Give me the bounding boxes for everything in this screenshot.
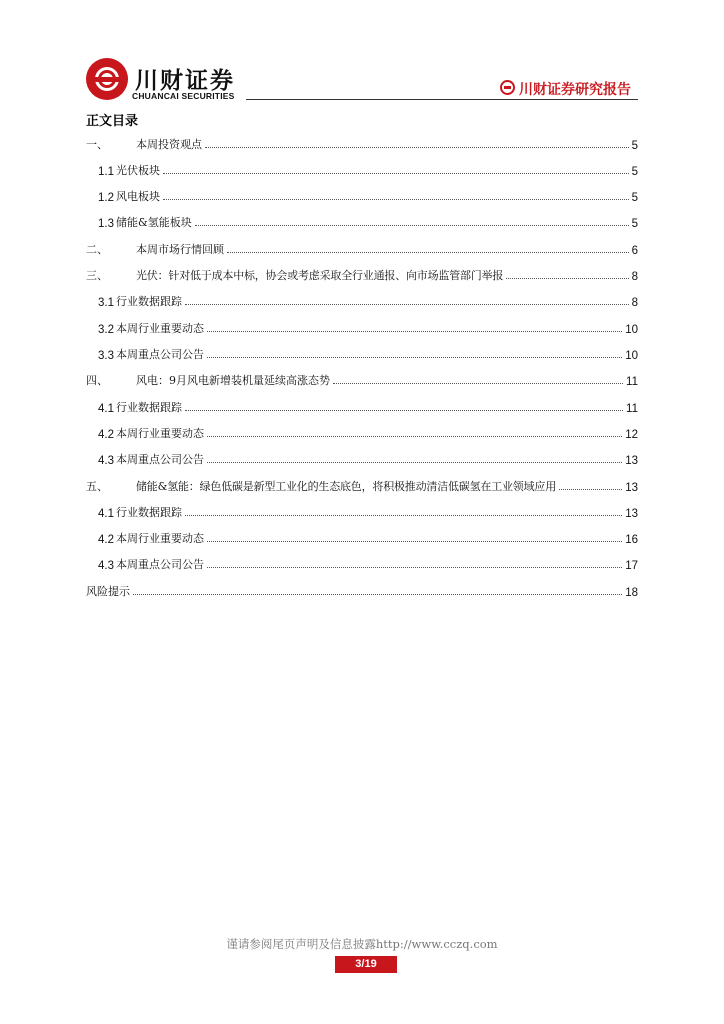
toc-entry-page: 5: [631, 218, 638, 230]
toc-entry-page: 11: [626, 376, 638, 388]
toc-entry-page: 8: [631, 271, 638, 283]
toc-entry-number: 4.1: [98, 508, 114, 520]
toc-entry-page: 5: [631, 192, 638, 204]
page-indicator: 3/19: [335, 956, 397, 973]
toc-entry[interactable]: [86, 449, 638, 467]
toc-entry-number: 4.3: [98, 560, 114, 572]
toc-entry-title: 本周行业重要动态: [116, 532, 204, 545]
toc-entry-title: 本周市场行情回顾: [136, 243, 224, 256]
toc-entry[interactable]: [86, 502, 638, 520]
toc-leader-dots: [506, 278, 628, 279]
toc-leader-dots: [227, 252, 629, 253]
toc-entry-number: 四、: [86, 374, 108, 387]
toc-entry[interactable]: [86, 212, 638, 230]
toc-leader-dots: [207, 462, 622, 463]
toc-leader-dots: [163, 173, 629, 174]
toc-entry-title: 行业数据跟踪: [116, 401, 182, 414]
toc-entry-number: 4.1: [98, 403, 114, 415]
toc-entry-page: 16: [625, 534, 638, 546]
toc-entry-title: 本周行业重要动态: [116, 427, 204, 440]
toc-entry-title: 本周重点公司公告: [116, 348, 204, 361]
toc-entry-number: 4.2: [98, 429, 114, 441]
toc-entry[interactable]: [86, 186, 638, 204]
toc-entry-title: 光伏：针对低于成本中标，协会或考虑采取全行业通报、向市场监管部门举报: [136, 269, 504, 282]
report-label: 川财证券研究报告: [519, 82, 631, 98]
toc-entry-title: 本周投资观点: [136, 138, 202, 151]
toc-entry-title: 风电板块: [116, 190, 160, 203]
chuancai-logo-icon: [86, 58, 128, 100]
toc-entry[interactable]: [86, 423, 638, 441]
toc-entry-number: 1.1: [98, 166, 114, 178]
toc-entry-number: 二、: [86, 243, 108, 256]
toc-leader-dots: [207, 357, 622, 358]
toc-entry[interactable]: [86, 239, 638, 257]
toc-entry-number: 3.2: [98, 324, 114, 336]
toc-leader-dots: [207, 436, 622, 437]
toc-leader-dots: [333, 383, 623, 384]
toc-entry-title: 行业数据跟踪: [116, 506, 182, 519]
toc-entry-title: 光伏板块: [116, 164, 160, 177]
toc-entry[interactable]: [86, 265, 638, 283]
toc-entry-number: 五、: [86, 480, 108, 493]
toc-entry[interactable]: [86, 476, 638, 494]
toc-entry-page: 13: [625, 508, 638, 520]
toc-entry-page: 5: [631, 140, 638, 152]
toc-entry[interactable]: [86, 581, 638, 599]
toc-leader-dots: [133, 594, 622, 595]
brand-name-cn: 川财证券: [135, 68, 235, 94]
toc-entry-number: 3.3: [98, 350, 114, 362]
toc-entry-title: 本周重点公司公告: [116, 558, 204, 571]
toc-entry-number: 一、: [86, 138, 108, 151]
toc-entry-number: 三、: [86, 269, 108, 282]
toc-entry-number: 1.3: [98, 218, 114, 230]
toc-entry-page: 13: [625, 455, 638, 467]
footer-disclaimer: 谨请参阅尾页声明及信息披露http://www.cczq.com: [226, 937, 498, 951]
toc-entry[interactable]: [86, 370, 638, 388]
toc-entry-page: 12: [625, 429, 638, 441]
toc-entry-page: 6: [631, 245, 638, 257]
toc-leader-dots: [185, 515, 622, 516]
toc-entry[interactable]: [86, 134, 638, 152]
toc-leader-dots: [207, 567, 622, 568]
toc-leader-dots: [185, 410, 623, 411]
toc-entry-title: 风险提示: [86, 585, 130, 598]
toc-entry-page: 5: [631, 166, 638, 178]
toc-entry-page: 17: [625, 560, 638, 572]
toc-entry[interactable]: [86, 291, 638, 309]
toc-entry-title: 储能&氢能：绿色低碳是新型工业化的生态底色，将积极推动清洁低碳氢在工业领域应用: [136, 480, 556, 493]
toc-leader-dots: [185, 304, 629, 305]
toc-entry-page: 11: [626, 403, 638, 415]
header-divider: [246, 99, 638, 100]
toc-entry-page: 8: [631, 297, 638, 309]
toc-entry[interactable]: [86, 397, 638, 415]
toc-entry-page: 18: [625, 587, 638, 599]
report-logo-icon: [500, 80, 515, 95]
toc-entry-page: 13: [625, 482, 638, 494]
toc-leader-dots: [559, 489, 622, 490]
toc-entry-title: 储能&氢能板块: [116, 216, 192, 229]
toc-entry-title: 本周行业重要动态: [116, 322, 204, 335]
toc-leader-dots: [207, 331, 622, 332]
toc-entry-page: 10: [625, 324, 638, 336]
toc-leader-dots: [195, 225, 629, 226]
toc-entry-number: 4.3: [98, 455, 114, 467]
page-header: [0, 0, 724, 104]
toc-entry-page: 10: [625, 350, 638, 362]
toc-leader-dots: [205, 147, 629, 148]
toc-entry-title: 行业数据跟踪: [116, 295, 182, 308]
toc-entry[interactable]: [86, 528, 638, 546]
toc-entry[interactable]: [86, 160, 638, 178]
toc-entry-title: 本周重点公司公告: [116, 453, 204, 466]
toc-entry-number: 1.2: [98, 192, 114, 204]
toc-entry[interactable]: [86, 318, 638, 336]
toc-entry-number: 4.2: [98, 534, 114, 546]
toc-title: 正文目录: [86, 114, 139, 129]
toc-entry[interactable]: [86, 554, 638, 572]
toc-leader-dots: [163, 199, 629, 200]
toc-entry[interactable]: [86, 344, 638, 362]
toc-leader-dots: [207, 541, 622, 542]
brand-name-en: CHUANCAI SECURITIES: [132, 91, 235, 101]
toc-entry-title: 风电：9月风电新增装机量延续高涨态势: [136, 374, 330, 387]
toc-entry-number: 3.1: [98, 297, 114, 309]
